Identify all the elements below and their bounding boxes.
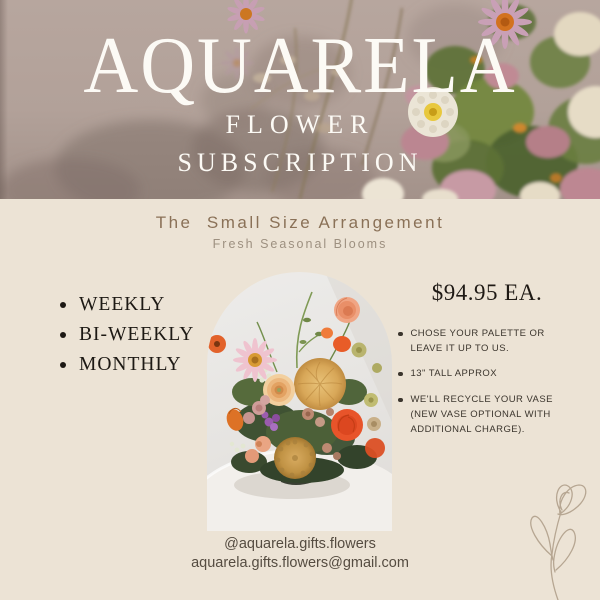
frequency-option-label: WEEKLY [79, 294, 166, 315]
bullet-dot-icon [398, 332, 403, 337]
detail-item-vase [398, 393, 578, 437]
brand-tagline-line2: SUBSCRIPTION [177, 148, 423, 177]
details-list [398, 327, 578, 448]
frequency-option-label: BI-WEEKLY [79, 324, 195, 345]
frequency-option-monthly [60, 354, 194, 376]
frequency-options-list [60, 294, 194, 384]
product-subheading: Fresh Seasonal Blooms [212, 237, 388, 251]
detail-text: WE'LL RECYCLE YOUR VASE (NEW VASE OPTIONAL WITH ADDITIONAL CHARGE). [410, 394, 553, 435]
detail-item-palette [398, 327, 578, 356]
detail-text: CHOSE YOUR PALETTE OR LEAVE IT UP TO US. [410, 328, 545, 354]
bullet-dot-icon [60, 332, 66, 338]
product-heading: The Small Size Arrangement [155, 213, 445, 232]
bullet-dot-icon [60, 302, 66, 308]
hero-photo [0, 0, 600, 199]
bullet-dot-icon [60, 362, 66, 368]
instagram-handle: @aquarela.gifts.flowers [224, 536, 376, 552]
frequency-option-label: MONTHLY [79, 354, 182, 375]
brand-tagline-line1: FLOWER [225, 110, 375, 139]
arrangement-photo [207, 272, 392, 531]
email-address: aquarela.gifts.flowers@gmail.com [191, 555, 409, 571]
frequency-option-weekly [60, 294, 194, 316]
detail-text: 13" TALL APPROX [410, 368, 498, 380]
hero-text-block [0, 0, 600, 176]
price: $94.95 EA. [431, 280, 543, 305]
brand-title: AQUARELA [83, 22, 517, 110]
arrangement-illustration [207, 272, 392, 531]
flower-line-drawing-icon [500, 474, 595, 600]
bullet-dot-icon [398, 372, 403, 377]
bullet-dot-icon [398, 398, 403, 403]
frequency-option-biweekly [60, 324, 194, 346]
detail-item-height [398, 367, 578, 382]
